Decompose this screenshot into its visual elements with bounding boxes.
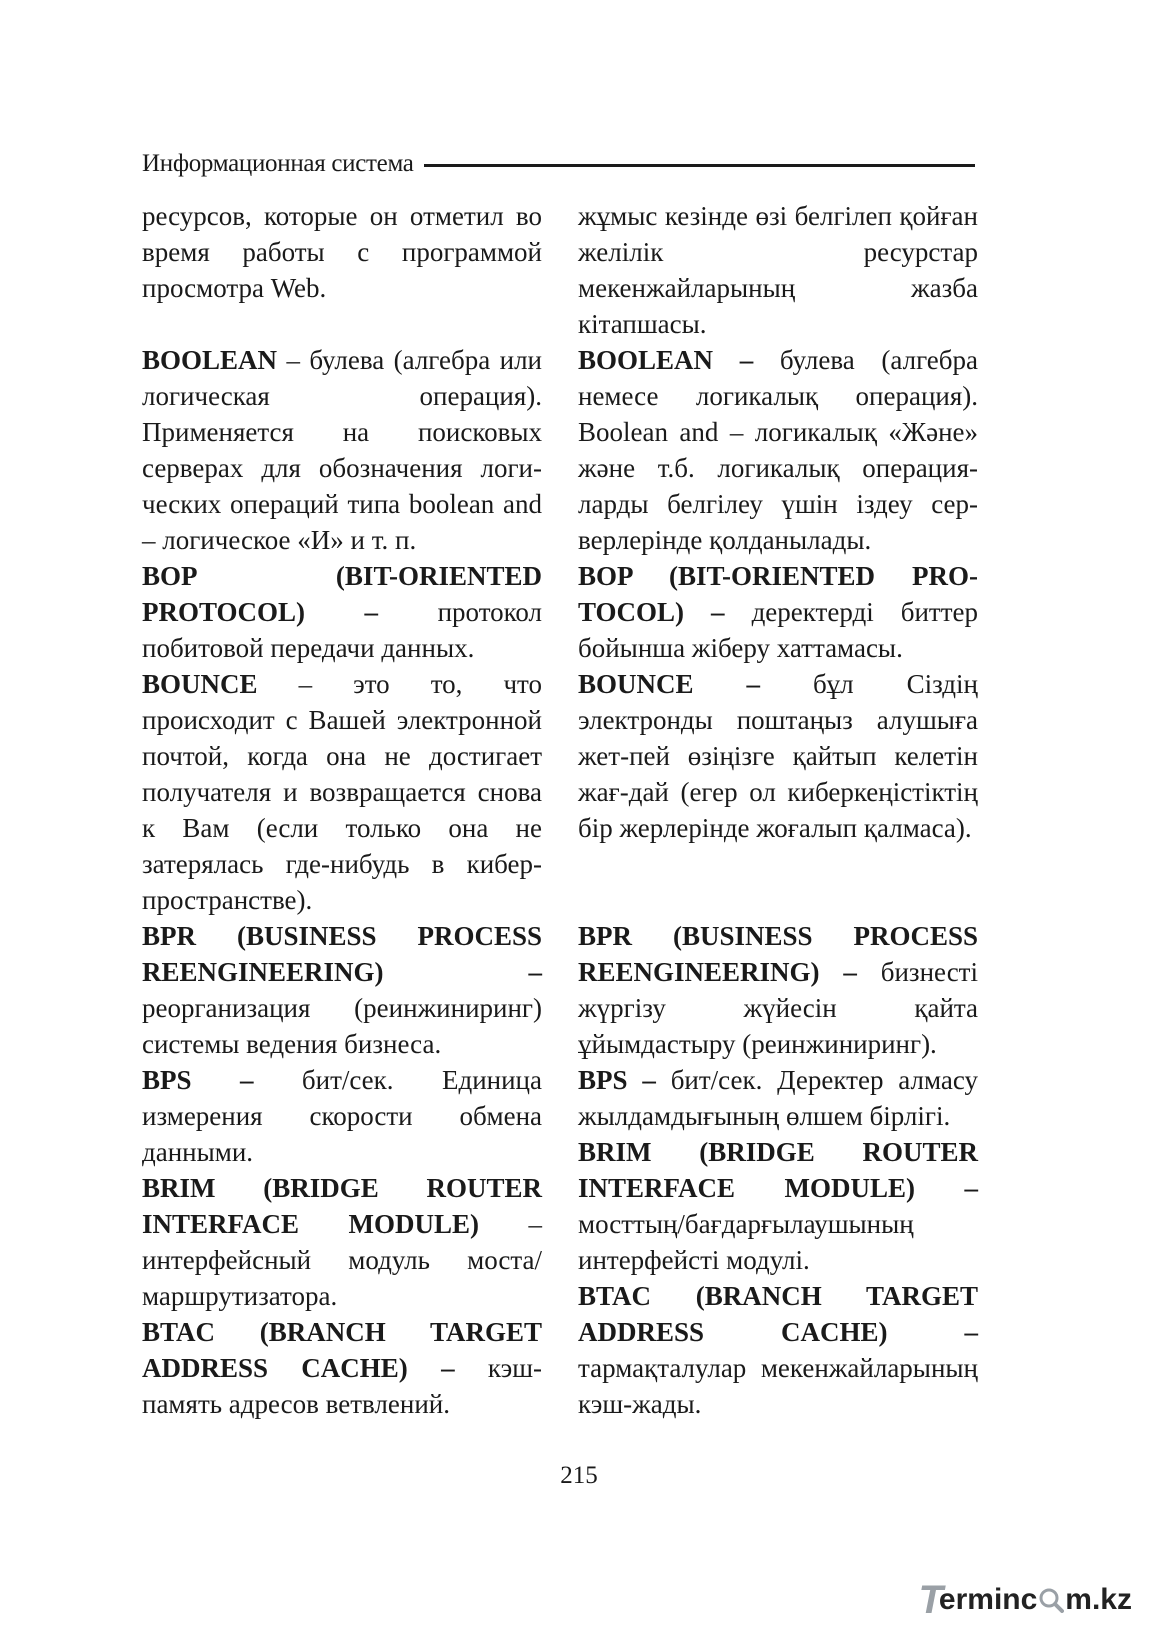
entry-bounce-kz: BOUNCE – бұл Сіздің электронды поштаңыз алушыға жет-пей өзіңізге қайтып келетін жағ-дай (егер ол киберкеңістіктің бір жерлерінде жоғалып қалмаса). (578, 669, 978, 843)
running-title: Информационная система (142, 150, 414, 177)
entry-btac-kz: BTAC (BRANCH TARGET ADDRESS CACHE) – тармақталулар мекенжайларының кэш-жады. (578, 1281, 978, 1419)
left-column (142, 198, 542, 1422)
watermark-logo: T erminc m.kz (918, 1577, 1132, 1622)
entry-bps-ru: BPS – бит/сек. Единица измерения скорости обмена данными. (142, 1065, 542, 1167)
entry-brim-ru: BRIM (BRIDGE ROUTER INTERFACE MODULE) – интерфейсный модуль моста/маршрутизатора. (142, 1173, 542, 1311)
entry-boolean-kz: BOOLEAN – булева (алгебра немесе логикалық операция). Boolean and – логикалық «Және» және т.б. логикалық операция-ларды белгілеу үшін іздеу сер-верлерінде қолданылады. (578, 345, 979, 555)
entry-bop-ru: BOP (BIT-ORIENTED PROTOCOL) – протокол побитовой передачи данных. (142, 561, 543, 663)
entry-btac-ru: BTAC (BRANCH TARGET ADDRESS CACHE) – кэш-память адресов ветвлений. (142, 1317, 542, 1419)
entry-bps-kz: BPS – бит/сек. Деректер алмасу жылдамдығының өлшем бірлігі. (578, 1065, 978, 1131)
entry-bpr-ru: BPR (BUSINESS PROCESS REENGINEERING) – реорганизация (реинжиниринг) системы ведения бизнеса. (142, 921, 542, 1059)
magnifier-icon (1038, 1587, 1064, 1613)
entry-boolean-ru: BOOLEAN – булева (алгебра или логическая операция). Применяется на поисковых серверах для обозначения логи-ческих операций типа boolean and – логическое «И» и т. п. (142, 345, 542, 555)
running-head (142, 148, 975, 180)
entry-brim-kz: BRIM (BRIDGE ROUTER INTERFACE MODULE) – мосттың/бағдарғылаушының интерфейсті модулі. (578, 1137, 978, 1275)
page-number: 215 (560, 1462, 598, 1489)
entry-bpr-kz: BPR (BUSINESS PROCESS REENGINEERING) – бизнесті жүргізу жүйесін қайта ұйымдастыру (реинжиниринг). (578, 921, 978, 1059)
entry-bounce-ru: BOUNCE – это то, что происходит с Вашей электронной почтой, когда она не достигает получателя и возвращается снова к Вам (если только она не затерялась где-нибудь в кибер-пространстве). (142, 669, 542, 915)
entry-bop-kz: BOP (BIT-ORIENTED PRO-TOCOL) – деректерді биттер бойынша жіберу хаттамасы. (578, 561, 978, 663)
entry-continuation-ru: ресурсов, которые он отметил во время работы с программой просмотра Web. (142, 201, 542, 303)
right-column (578, 198, 978, 1422)
entry-continuation-kz: жұмыс кезінде өзі белгілеп қойған желілік ресурстар мекенжайларының жазба кітапшасы. (578, 201, 978, 339)
header-rule (424, 164, 975, 167)
